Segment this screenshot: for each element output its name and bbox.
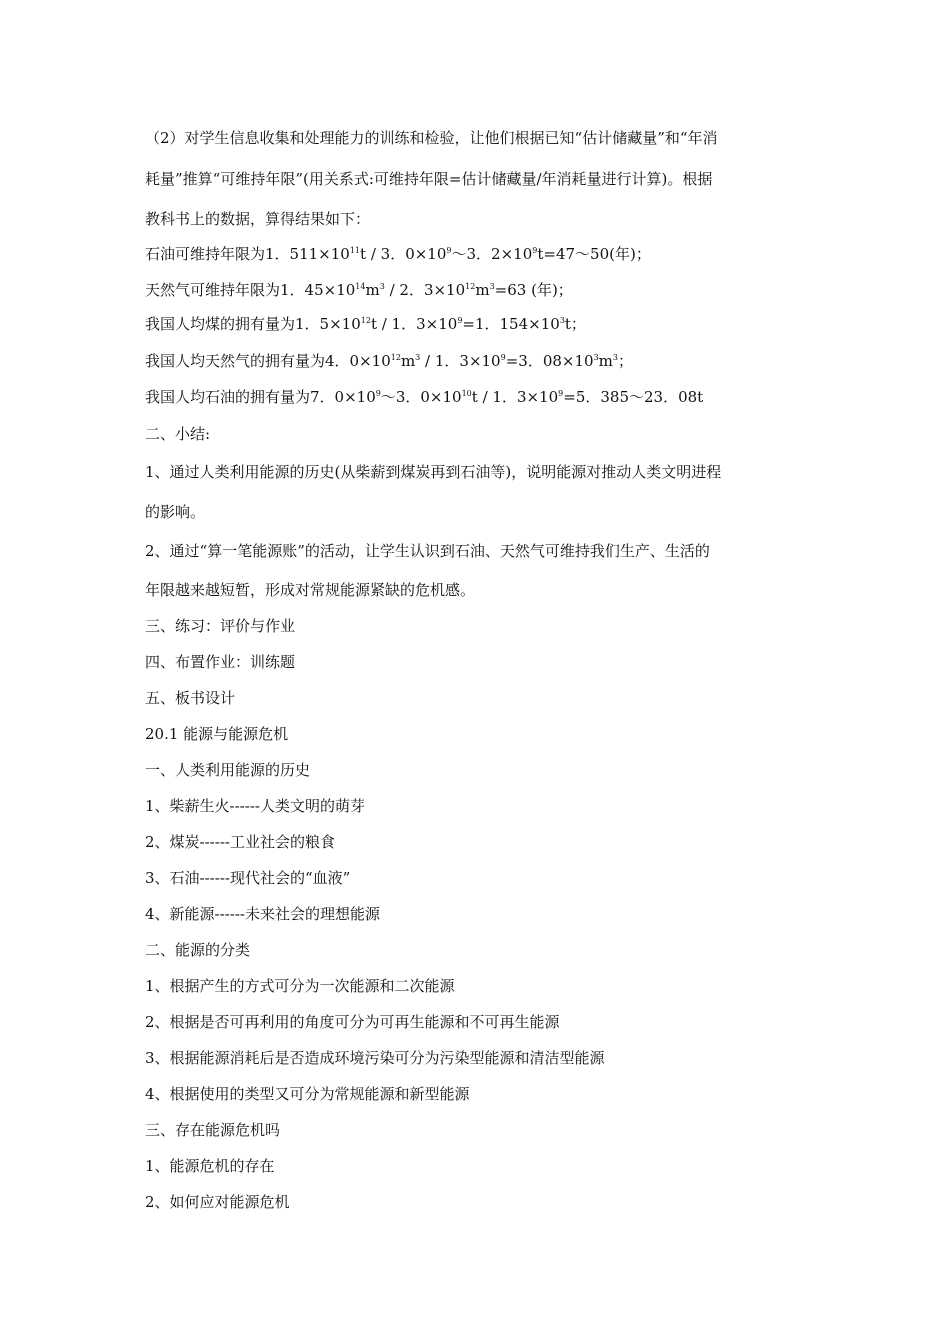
homework-heading: 四、布置作业：训练题 [145, 653, 296, 671]
calc-gas-per-capita: 我国人均天然气的拥有量为4．$0\times 10^{12}m^3 / 1$．$3\times 10^9=3$．$08\times 10^3m^3$； [145, 352, 633, 370]
list-item: 1、能源危机的存在 [145, 1157, 275, 1175]
list-item: 1、根据产生的方式可分为一次能源和二次能源 [145, 977, 455, 995]
practice-heading: 三、练习：评价与作业 [145, 617, 296, 635]
calc-oil-per-capita: 我国人均石油的拥有量为7．$0\times 10^9\sim 3$．$0\times 10^{10}t / 1$．$3\times 10^9=5$．385～23．08t [145, 388, 704, 406]
calc-coal-per-capita: 我国人均煤的拥有量为1．$5\times 10^{12}t / 1$．$3\times 10^9=1$．$154\times 10^3t$； [145, 315, 586, 333]
list-item: 3、石油------现代社会的“血液” [145, 869, 351, 887]
section-heading: 三、存在能源危机吗 [145, 1121, 281, 1139]
calc-oil-years: 石油可维持年限为1．$511\times 10^{11}t / 3$．$0\times 10^9\sim 3$．$2\times 10^9t=47\sim 50$(年)； [145, 245, 651, 263]
list-item: 3、根据能源消耗后是否造成环境污染可分为污染型能源和清洁型能源 [145, 1049, 605, 1067]
summary-item: 1、通过人类利用能源的历史(从柴薪到煤炭再到石油等)，说明能源对推动人类文明进程 [145, 463, 722, 481]
summary-item: 2、通过“算一笔能源账”的活动，让学生认识到石油、天然气可维持我们生产、生活的 [145, 542, 710, 560]
calc-gas-years: 天然气可维持年限为1．$45\times 10^{14}m^3 / 2$．$3\times 10^{12}m^3=63$ (年)； [145, 281, 573, 299]
summary-item: 年限越来越短暂，形成对常规能源紧缺的危机感。 [145, 581, 476, 599]
list-item: 2、如何应对能源危机 [145, 1193, 290, 1211]
list-item: 4、根据使用的类型又可分为常规能源和新型能源 [145, 1085, 470, 1103]
list-item: 2、煤炭------工业社会的粮食 [145, 833, 335, 851]
list-item: 4、新能源------未来社会的理想能源 [145, 905, 380, 923]
paragraph-line: （2）对学生信息收集和处理能力的训练和检验，让他们根据已知“估计储藏量”和“年消 [145, 129, 718, 147]
board-design-heading: 五、板书设计 [145, 689, 236, 707]
board-title: 20.1 能源与能源危机 [145, 725, 289, 743]
paragraph-line: 耗量”推算“可维持年限”(用关系式:可维持年限=估计储藏量/年消耗量进行计算)。根据 [145, 170, 713, 188]
list-item: 1、柴薪生火------人类文明的萌芽 [145, 797, 365, 815]
paragraph-line: 教科书上的数据，算得结果如下： [145, 210, 371, 228]
list-item: 2、根据是否可再利用的角度可分为可再生能源和不可再生能源 [145, 1013, 560, 1031]
summary-heading: 二、小结: [145, 425, 211, 443]
section-heading: 一、人类利用能源的历史 [145, 761, 311, 779]
section-heading: 二、能源的分类 [145, 941, 251, 959]
summary-item: 的影响。 [145, 503, 206, 521]
